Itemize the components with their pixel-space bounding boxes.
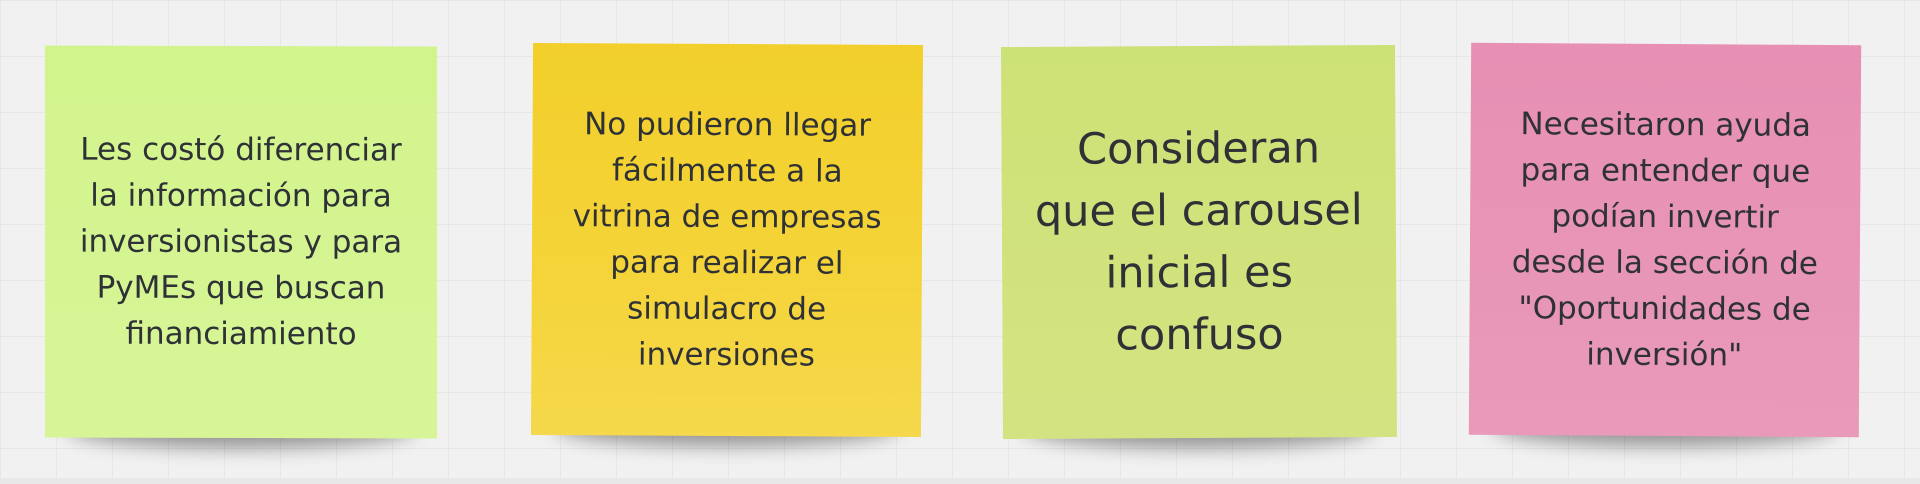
sticky-note-body[interactable] bbox=[1001, 45, 1397, 439]
sticky-note-text[interactable]: Les costó diferenciar la información para inversionistas y para PyMEs que buscan financiamiento bbox=[79, 131, 403, 353]
sticky-note-body[interactable] bbox=[45, 45, 437, 438]
sticky-note-text[interactable]: No pudieron llegar fácilmente a la vitrina de empresas para realizar el simulacro de inversiones bbox=[572, 106, 882, 374]
sticky-note-text[interactable]: Consideran que el carousel inicial es confuso bbox=[1034, 123, 1363, 361]
canvas-bottom-edge bbox=[0, 478, 1920, 484]
sticky-note-1[interactable] bbox=[45, 46, 437, 438]
sticky-note-body[interactable] bbox=[531, 43, 923, 437]
sticky-note-text[interactable]: Necesitaron ayuda para entender que podían invertir desde la sección de "Oportunidades de inversión" bbox=[1511, 106, 1819, 374]
sticky-note-body[interactable] bbox=[1469, 43, 1861, 437]
sticky-note-4[interactable] bbox=[1470, 44, 1860, 436]
sticky-note-3[interactable] bbox=[1002, 46, 1396, 438]
sticky-note-2[interactable] bbox=[532, 44, 922, 436]
